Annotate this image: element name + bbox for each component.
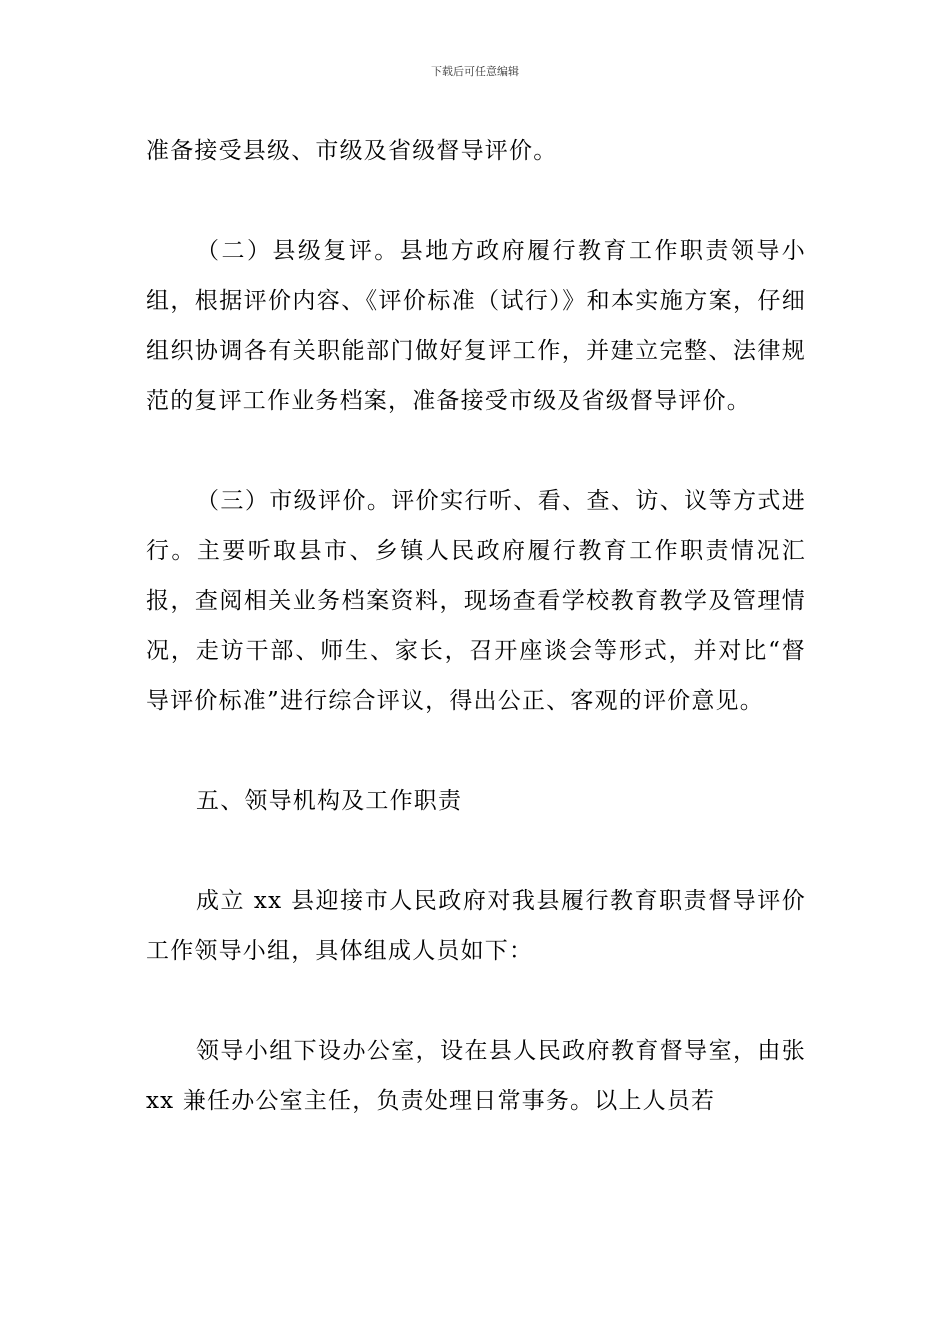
paragraph-gap <box>146 826 806 876</box>
paragraph-gap <box>146 726 806 776</box>
document-body <box>146 126 806 1126</box>
section-heading-leadership: 五、领导机构及工作职责 <box>196 788 463 814</box>
paragraph-county-review: （二）县级复评。县地方政府履行教育工作职责领导小组，根据评价内容、《评价标准（试行）》和本实施方案，仔细组织协调各有关职能部门做好复评工作，并建立完整、法律规范的复评工作业务档案，准备接受市级及省级督导评价。 <box>146 238 806 414</box>
paragraph-continuation: 准备接受县级、市级及省级督导评价。 <box>146 138 558 164</box>
paragraph-office: 领导小组下设办公室，设在县人民政府教育督导室，由张 xx 兼任办公室主任，负责处理日常事务。以上人员若 <box>146 1038 806 1114</box>
page-header-note: 下载后可任意编辑 <box>431 65 519 78</box>
paragraph-city-evaluation: （三）市级评价。评价实行听、看、查、访、议等方式进行。主要听取县市、乡镇人民政府履行教育工作职责情况汇报，查阅相关业务档案资料，现场查看学校教育教学及管理情况，走访干部、师生、家长，召开座谈会等形式，并对比“督导评价标准”进行综合评议，得出公正、客观的评价意见。 <box>146 488 806 714</box>
paragraph-gap <box>146 426 806 476</box>
paragraph-gap <box>146 176 806 226</box>
paragraph-gap <box>146 976 806 1026</box>
paragraph-leading-group: 成立 xx 县迎接市人民政府对我县履行教育职责督导评价工作领导小组，具体组成人员如下： <box>146 888 806 964</box>
